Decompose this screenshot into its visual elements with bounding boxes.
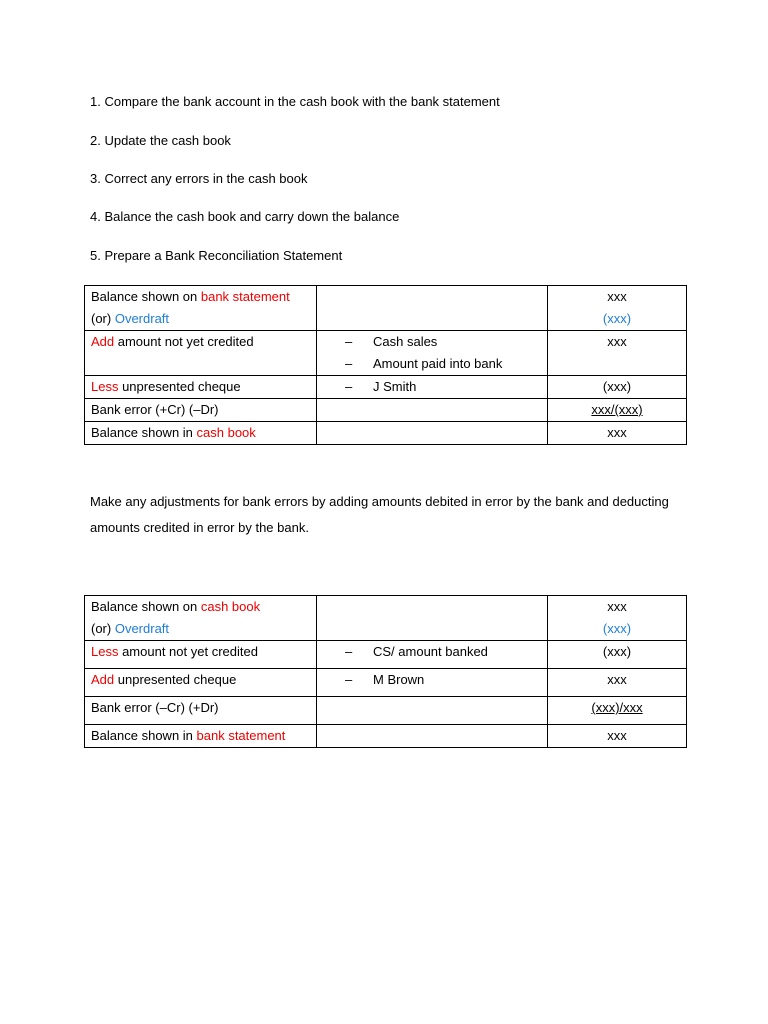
table-row — [85, 422, 687, 445]
row-amount: xxx — [548, 331, 687, 376]
highlight-text: Less — [91, 379, 119, 394]
table-row — [85, 697, 687, 725]
table-row — [85, 641, 687, 669]
row-amount — [548, 596, 687, 641]
overdraft-text: Overdraft — [114, 621, 170, 636]
highlight-text: bank statement — [200, 289, 290, 304]
row-label: Bank error (+Cr) (–Dr) — [85, 399, 317, 422]
item-text: M Brown — [373, 672, 425, 687]
label-text: amount not yet credited — [118, 644, 258, 659]
list-item — [323, 353, 541, 375]
row-detail — [317, 641, 548, 669]
list-item — [323, 641, 541, 663]
highlight-text: Add — [91, 672, 115, 687]
row-label — [85, 331, 317, 376]
row-amount: xxx — [548, 422, 687, 445]
dash-bullet: – — [345, 644, 353, 659]
row-amount — [548, 399, 687, 422]
item-text: J Smith — [373, 379, 417, 394]
row-detail — [317, 286, 548, 331]
row-detail — [317, 422, 548, 445]
row-detail — [317, 669, 548, 697]
row-label — [85, 669, 317, 697]
label-text: (or) — [91, 621, 115, 636]
amount-value: (xxx)/xxx — [591, 700, 643, 715]
row-detail — [317, 399, 548, 422]
step-4: 4. Balance the cash book and carry down the balance — [90, 209, 400, 224]
table-row — [85, 725, 687, 748]
amount-value: xxx/(xxx) — [591, 402, 643, 417]
row-label — [85, 286, 317, 331]
list-item — [323, 669, 541, 691]
table-row — [85, 399, 687, 422]
row-amount: (xxx) — [548, 641, 687, 669]
table-row — [85, 286, 687, 331]
item-text: CS/ amount banked — [373, 644, 488, 659]
step-1: 1. Compare the bank account in the cash book with the bank statement — [90, 94, 500, 109]
dash-bullet: – — [345, 672, 353, 687]
dash-bullet: – — [345, 379, 353, 394]
label-text: Balance shown on — [91, 599, 201, 614]
row-label: Bank error (–Cr) (+Dr) — [85, 697, 317, 725]
step-5: 5. Prepare a Bank Reconciliation Statement — [90, 248, 343, 263]
item-text: Cash sales — [373, 334, 438, 349]
label-text: (or) — [91, 311, 115, 326]
amount-value: xxx — [607, 599, 627, 614]
row-detail — [317, 725, 548, 748]
label-text: Balance shown in — [91, 728, 197, 743]
overdraft-amount: (xxx) — [602, 621, 632, 636]
highlight-text: Less — [91, 644, 119, 659]
table-row — [85, 331, 687, 376]
row-detail — [317, 596, 548, 641]
bank-statement-reconciliation-table — [84, 285, 687, 445]
highlight-text: cash book — [200, 599, 261, 614]
row-amount: (xxx) — [548, 376, 687, 399]
table-row — [85, 596, 687, 641]
highlight-text: cash book — [196, 425, 256, 440]
row-label — [85, 725, 317, 748]
label-text: unpresented cheque — [118, 379, 241, 394]
table-row — [85, 669, 687, 697]
row-label — [85, 641, 317, 669]
step-2: 2. Update the cash book — [90, 133, 231, 148]
row-label — [85, 596, 317, 641]
item-text: Amount paid into bank — [373, 356, 503, 371]
label-text: Balance shown in — [91, 425, 197, 440]
row-detail — [317, 331, 548, 376]
overdraft-text: Overdraft — [114, 311, 170, 326]
row-label — [85, 422, 317, 445]
dash-bullet: – — [345, 356, 353, 371]
amount-value: xxx — [607, 289, 627, 304]
row-amount — [548, 697, 687, 725]
row-detail — [317, 697, 548, 725]
row-amount: xxx — [548, 725, 687, 748]
row-amount: xxx — [548, 669, 687, 697]
overdraft-amount: (xxx) — [602, 311, 632, 326]
list-item — [323, 376, 541, 398]
row-label — [85, 376, 317, 399]
row-detail — [317, 376, 548, 399]
label-text: Balance shown on — [91, 289, 201, 304]
highlight-text: bank statement — [196, 728, 286, 743]
table-row — [85, 376, 687, 399]
adjustment-note: Make any adjustments for bank errors by adding amounts debited in error by the bank and deducting amounts credited in error by the bank. — [90, 494, 669, 535]
dash-bullet: – — [345, 334, 353, 349]
row-amount — [548, 286, 687, 331]
label-text: unpresented cheque — [114, 672, 237, 687]
cash-book-reconciliation-table — [84, 595, 687, 748]
step-3: 3. Correct any errors in the cash book — [90, 171, 308, 186]
label-text: amount not yet credited — [114, 334, 254, 349]
list-item — [323, 331, 541, 353]
highlight-text: Add — [91, 334, 115, 349]
